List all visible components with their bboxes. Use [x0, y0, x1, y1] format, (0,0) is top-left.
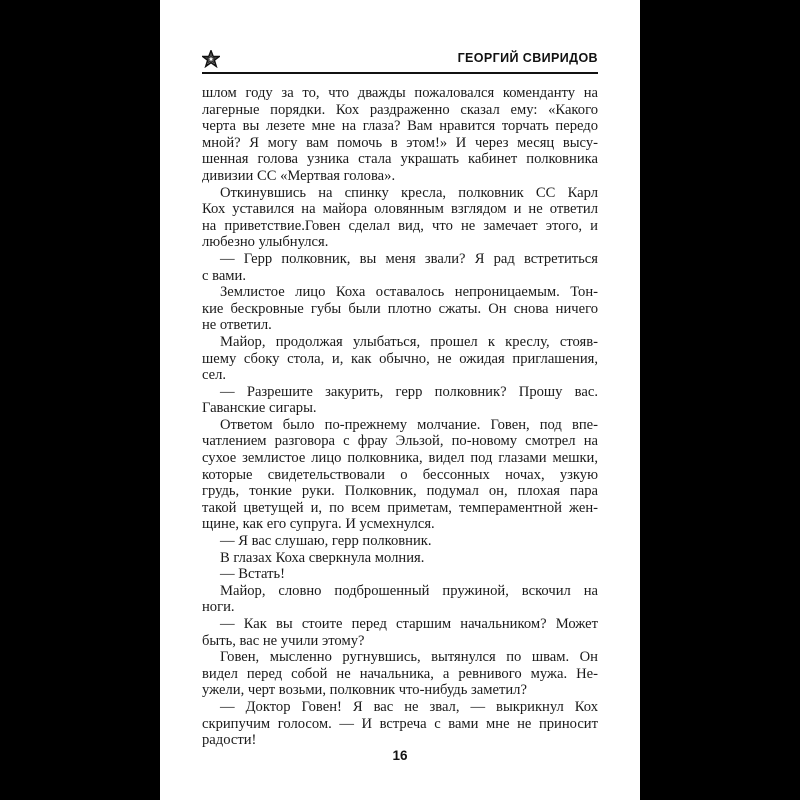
- body-text: [202, 85, 598, 749]
- text-line: такой цветущей и, по всем приметам, темпераментной жен-: [202, 499, 598, 516]
- text-line: ноги.: [202, 599, 235, 616]
- running-header: [202, 48, 598, 74]
- text-line: шему сбоку стола, и, как обычно, не ожидая приглашения,: [202, 350, 598, 367]
- text-line: Гаванские сигары.: [202, 400, 317, 417]
- text-line: кие бескровные губы были плотно сжаты. Он снова ничего: [202, 300, 598, 317]
- text-line: черта вы лезете мне на глаза? Вам нравится торчать передо: [202, 118, 598, 135]
- page-number: 16: [392, 748, 408, 763]
- star-outline-icon: [202, 50, 220, 68]
- text-line: Говен, мысленно ругнувшись, вытянулся по швам. Он: [220, 649, 598, 666]
- text-line: сухое землистое лицо полковника, видел под глазами мешки,: [202, 450, 598, 467]
- text-line: грудь, тонкие руки. Полковник, подумал он, плохая пара: [202, 483, 598, 500]
- text-line: Майор, продолжая улыбаться, прошел к креслу, стояв-: [220, 333, 598, 350]
- text-line: — Разрешите закурить, герр полковник? Прошу вас.: [220, 383, 598, 400]
- text-line: щине, как его супруга. И усмехнулся.: [202, 516, 435, 533]
- text-line: любезно улыбнулся.: [202, 234, 329, 251]
- text-line: с вами.: [202, 267, 246, 284]
- text-line: не ответил.: [202, 317, 272, 334]
- text-line: скрипучим голосом. — И встреча с вами мне не приносит: [202, 715, 598, 732]
- book-page: [160, 0, 640, 800]
- text-line: Землистое лицо Коха оставалось непроницаемым. Тон-: [220, 284, 598, 301]
- text-line: — Встать!: [220, 566, 286, 583]
- text-line: Откинувшись на спинку кресла, полковник СС Карл: [220, 184, 598, 201]
- text-line: Ответом было по-прежнему молчание. Говен, под впе-: [220, 416, 598, 433]
- text-line: — Герр полковник, вы меня звали? Я рад встретиться: [220, 250, 598, 267]
- text-line: ужели, черт возьми, полковник что-нибудь заметил?: [202, 682, 527, 699]
- text-line: В глазах Коха сверкнула молния.: [220, 549, 425, 566]
- text-line: Кох уставился на майора оловянным взглядом и не ответил: [202, 201, 598, 218]
- header-rule: [202, 72, 598, 74]
- text-line: дивизии СС «Мертвая голова».: [202, 167, 396, 184]
- text-line: шенная голова узника стала украшать кабинет полковника: [202, 151, 598, 168]
- text-line: на приветствие.Говен сделал вид, что не замечает этого, и: [202, 217, 598, 234]
- text-line: лагерные порядки. Кох раздраженно сказал ему: «Какого: [202, 101, 598, 118]
- text-line: шлом году за то, что дважды пожаловался коменданту на: [202, 85, 598, 101]
- text-line: видел перед собой не начальника, а ревнивого мужа. Не-: [202, 665, 598, 682]
- author-name: ГЕОРГИЙ СВИРИДОВ: [457, 51, 598, 65]
- text-line: — Как вы стоите перед старшим начальником? Может: [220, 616, 598, 632]
- text-line: — Я вас слушаю, герр полковник.: [220, 533, 432, 550]
- text-line: которые свидетельствовали о бессонных ночах, узкую: [202, 466, 598, 483]
- text-line: мной? Я могу вам помочь в этом!» И через месяц высу-: [202, 134, 598, 151]
- text-line: радости!: [202, 732, 257, 749]
- text-line: чатлением разговора с фрау Эльзой, по-новому смотрел на: [202, 433, 598, 450]
- text-line: — Доктор Говен! Я вас не звал, — выкрикнул Кох: [220, 698, 598, 715]
- text-line: Майор, словно подброшенный пружиной, вскочил на: [220, 582, 598, 599]
- text-line: быть, вас не учили этому?: [202, 632, 365, 649]
- text-line: сел.: [202, 367, 227, 384]
